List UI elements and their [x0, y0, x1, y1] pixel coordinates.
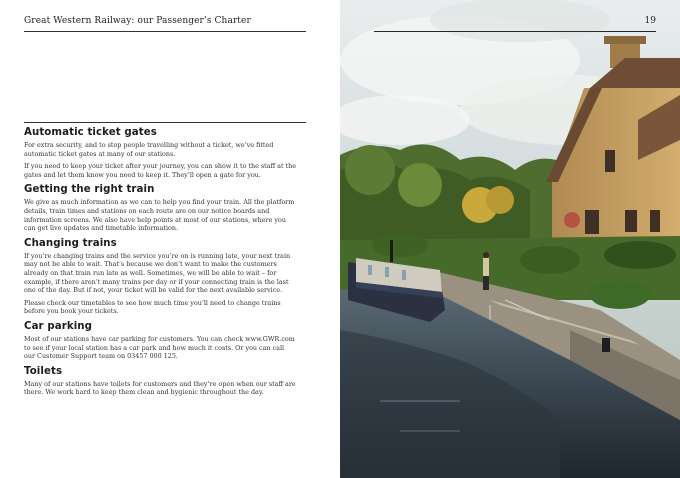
section-paragraph: Many of our stations have toilets for customers and they’re open when our staff are there. We work hard to keep them clean and hygienic throughout the day. — [24, 379, 296, 397]
section-right-train — [24, 184, 296, 232]
section-paragraph: Most of our stations have car parking for customers. You can check www.GWR.com to see if your local station has a car park and how much it costs. Or you can call our Customer Support team on 03457 000 125. — [24, 334, 295, 361]
section-paragraph: If you’re changing trains and the service you’re on is running late, your next train may not be able to wait. That’s because we don’t want to make the customers already on that train run late as well. Sometimes, we will be able to wait – for example, if there aren’t many trains per day or if your connecting train is the last one of the day. But if not, your ticket will be valid for the next available service. — [24, 251, 291, 295]
section-heading: Car parking — [24, 320, 93, 332]
section-ticket-gates — [24, 127, 296, 179]
right-page — [340, 0, 680, 478]
running-title: Great Western Railway: our Passenger’s Charter — [24, 16, 251, 26]
section-car-parking — [24, 321, 296, 361]
section-rule — [24, 122, 306, 123]
page-content — [24, 127, 296, 402]
header-rule-right — [374, 31, 656, 32]
section-paragraph: For extra security, and to stop people travelling without a ticket, we’ve fitted automatic ticket gates at many of our stations. — [24, 141, 274, 158]
canal-lock-photo — [340, 0, 680, 478]
header-rule — [24, 31, 306, 32]
section-toilets — [24, 366, 296, 397]
page-number: 19 — [644, 16, 656, 26]
section-changing-trains — [24, 238, 296, 316]
section-paragraph: If you need to keep your ticket after your journey, you can show it to the staff at the gates and let them know you need to keep it. They’ll open a gate for you. — [24, 162, 297, 179]
section-heading: Getting the right train — [24, 184, 155, 196]
section-paragraph: Please check our timetables to see how much time you’ll need to change trains before you book your tickets. — [24, 298, 281, 316]
section-heading: Automatic ticket gates — [24, 127, 157, 138]
section-paragraph: We give as much information as we can to help you find your train. All the platform details, train times and stations on each route are on our notice boards and information screens. We also have help points at most of our stations, where you can get live updates and timetable information. — [24, 198, 295, 233]
section-heading: Toilets — [24, 365, 63, 377]
section-heading: Changing trains — [24, 237, 117, 249]
